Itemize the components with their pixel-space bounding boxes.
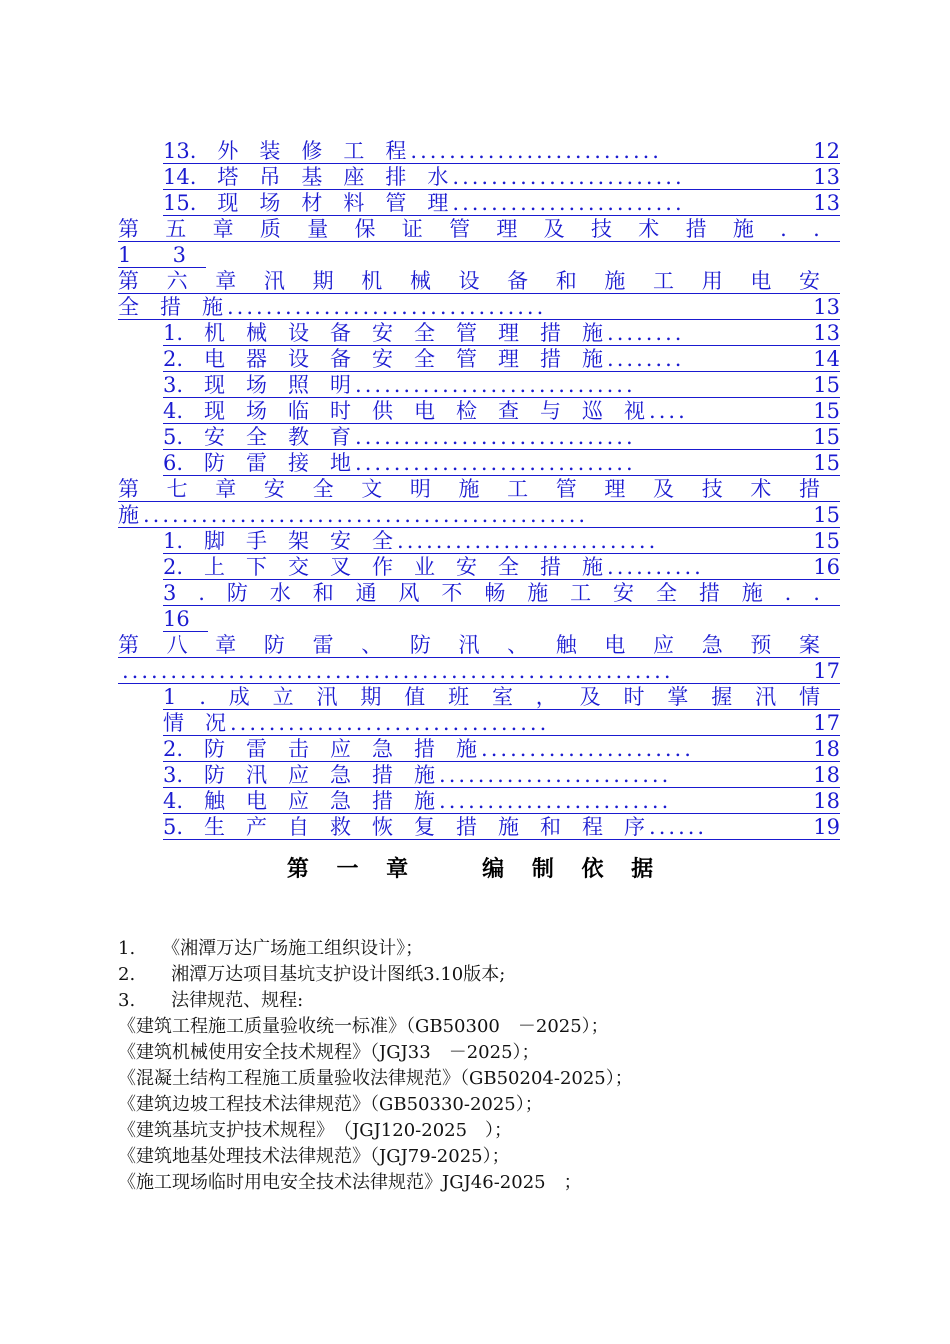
toc-entry[interactable] bbox=[163, 710, 840, 736]
toc-entry[interactable] bbox=[163, 606, 208, 632]
toc-page-number: 15 bbox=[813, 503, 840, 527]
toc-entry[interactable] bbox=[163, 320, 840, 346]
toc-entry[interactable] bbox=[163, 164, 840, 190]
toc-entry[interactable] bbox=[163, 814, 840, 840]
toc-page-number: 15 bbox=[813, 425, 840, 449]
toc-page-number: 18 bbox=[813, 763, 840, 787]
toc-entry[interactable] bbox=[163, 346, 840, 372]
toc-leader-dots: ...................... bbox=[481, 737, 694, 761]
toc-leader-dots: ........ bbox=[607, 321, 685, 345]
toc-page-number: 18 bbox=[813, 737, 840, 761]
reference-item: 《建筑机械使用安全技术规程》（JGJ33 －2025）； bbox=[118, 1042, 540, 1063]
reference-item: 《建筑地基处理技术法律规范》（JGJ79-2025）； bbox=[118, 1146, 510, 1167]
toc-entry[interactable] bbox=[118, 658, 840, 684]
toc-entry[interactable] bbox=[118, 268, 840, 294]
toc-page-number: 13 bbox=[813, 191, 840, 215]
toc-leader-dots: ......................................................... bbox=[122, 659, 674, 683]
toc-entry[interactable] bbox=[163, 190, 840, 216]
toc-entry-title: 2. 电 器 设 备 安 全 管 理 措 施 bbox=[163, 347, 604, 371]
toc-page-number: 13 bbox=[813, 165, 840, 189]
toc-leader-dots: .... bbox=[649, 399, 688, 423]
toc-entry[interactable] bbox=[163, 554, 840, 580]
toc-entry-title: 4. 现 场 临 时 供 电 检 查 与 巡 视 bbox=[163, 399, 646, 423]
toc-entry[interactable] bbox=[163, 788, 840, 814]
toc-leader-dots: ................................. bbox=[230, 711, 550, 735]
reference-item: 3. 法律规范、规程: bbox=[118, 990, 304, 1011]
toc-page-number: 15 bbox=[813, 373, 840, 397]
toc-entry-title: 14. 塔 吊 基 座 排 水 bbox=[163, 165, 449, 189]
toc-leader-dots: .............................................. bbox=[143, 503, 589, 527]
chapter-heading: 第 一 章 编 制 依 据 bbox=[286, 857, 664, 882]
toc-leader-dots: .......................... bbox=[410, 139, 662, 163]
toc-entry-title: 第 五 章 质 量 保 证 管 理 及 技 术 措 施 . . bbox=[118, 217, 820, 241]
toc-leader-dots: ............................. bbox=[355, 425, 636, 449]
toc-entry-title: 6. 防 雷 接 地 bbox=[163, 451, 352, 475]
toc-entry[interactable] bbox=[163, 450, 840, 476]
toc-entry-title: 3 . 防 水 和 通 风 不 畅 施 工 安 全 措 施 . . bbox=[163, 581, 820, 605]
toc-page-number: 15 bbox=[813, 529, 840, 553]
toc-leader-dots: ............................. bbox=[355, 373, 636, 397]
toc-entry[interactable] bbox=[163, 398, 840, 424]
toc-entry-title: 2. 防 雷 击 应 急 措 施 bbox=[163, 737, 478, 761]
toc-page-number: 18 bbox=[813, 789, 840, 813]
reference-item: 《混凝土结构工程施工质量验收法律规范》（GB50204-2025）； bbox=[118, 1068, 633, 1089]
toc-entry-title: 1 6 bbox=[163, 607, 190, 631]
toc-entry-title: 第 八 章 防 雷 、 防 汛 、 触 电 应 急 预 案 bbox=[118, 633, 820, 657]
toc-page-number: 13 bbox=[813, 295, 840, 319]
toc-entry-title: 第 七 章 安 全 文 明 施 工 管 理 及 技 术 措 bbox=[118, 477, 820, 501]
toc-entry[interactable] bbox=[163, 424, 840, 450]
toc-page-number: 12 bbox=[813, 139, 840, 163]
toc-leader-dots: ........................... bbox=[397, 529, 659, 553]
toc-page-number: 16 bbox=[813, 555, 840, 579]
toc-entry-title: 全 措 施 bbox=[118, 295, 223, 319]
toc-entry-title: 2. 上 下 交 叉 作 业 安 全 措 施 bbox=[163, 555, 604, 579]
toc-entry[interactable] bbox=[118, 242, 206, 268]
toc-entry-title: 15. 现 场 材 料 管 理 bbox=[163, 191, 449, 215]
reference-item: 2. 湘潭万达项目基坑支护设计图纸3.10版本; bbox=[118, 964, 506, 985]
toc-entry-title: 5. 安 全 教 育 bbox=[163, 425, 352, 449]
toc-entry-title: 1 . 成 立 汛 期 值 班 室 ， 及 时 掌 握 汛 情 bbox=[163, 685, 820, 709]
toc-entry-title: 3. 现 场 照 明 bbox=[163, 373, 352, 397]
toc-page-number: 19 bbox=[813, 815, 840, 839]
toc-page-number: 15 bbox=[813, 451, 840, 475]
toc-page-number: 17 bbox=[813, 711, 840, 735]
toc-entry[interactable] bbox=[118, 294, 840, 320]
toc-page-number: 15 bbox=[813, 399, 840, 423]
toc-entry-title: 4. 触 电 应 急 措 施 bbox=[163, 789, 436, 813]
reference-item: 《建筑基坑支护技术规程》 （JGJ120-2025 ）； bbox=[118, 1120, 513, 1141]
toc-leader-dots: ........................ bbox=[439, 789, 672, 813]
toc-entry-title: 3. 防 汛 应 急 措 施 bbox=[163, 763, 436, 787]
reference-item: 《建筑工程施工质量验收统一标准》（GB50300 －2025）； bbox=[118, 1016, 609, 1037]
references-list bbox=[118, 936, 633, 1196]
toc-entry[interactable] bbox=[163, 684, 840, 710]
toc-leader-dots: .......... bbox=[607, 555, 704, 579]
toc-entry[interactable] bbox=[163, 736, 840, 762]
toc-entry-title: 1. 机 械 设 备 安 全 管 理 措 施 bbox=[163, 321, 604, 345]
toc-page-number: 14 bbox=[813, 347, 840, 371]
toc-entry[interactable] bbox=[118, 502, 840, 528]
toc-entry[interactable] bbox=[163, 580, 840, 606]
toc-leader-dots: ........................ bbox=[452, 165, 685, 189]
toc-entry[interactable] bbox=[163, 528, 840, 554]
toc-entry-title: 5. 生 产 自 救 恢 复 措 施 和 程 序 bbox=[163, 815, 646, 839]
toc-entry[interactable] bbox=[118, 216, 840, 242]
toc-leader-dots: ................................. bbox=[227, 295, 547, 319]
toc-entry-title: 1 3 bbox=[118, 243, 186, 267]
reference-item: 1. 《湘潭万达广场施工组织设计》； bbox=[118, 938, 424, 959]
reference-item: 《施工现场临时用电安全技术法律规范》JGJ46-2025 ； bbox=[118, 1172, 582, 1193]
toc-entry-title: 13. 外 装 修 工 程 bbox=[163, 139, 407, 163]
toc-entry[interactable] bbox=[163, 372, 840, 398]
toc-entry[interactable] bbox=[163, 138, 840, 164]
toc-entry-title: 情 况 bbox=[163, 711, 226, 735]
toc-entry-title: 1. 脚 手 架 安 全 bbox=[163, 529, 394, 553]
reference-item: 《建筑边坡工程技术法律规范》（GB50330-2025）； bbox=[118, 1094, 543, 1115]
toc-entry-title: 第 六 章 汛 期 机 械 设 备 和 施 工 用 电 安 bbox=[118, 269, 820, 293]
toc-leader-dots: ............................. bbox=[355, 451, 636, 475]
toc-entry[interactable] bbox=[163, 762, 840, 788]
toc-page-number: 13 bbox=[813, 321, 840, 345]
toc-entry[interactable] bbox=[118, 632, 840, 658]
toc-page-number: 17 bbox=[813, 659, 840, 683]
toc-leader-dots: ........................ bbox=[439, 763, 672, 787]
toc-leader-dots: ........ bbox=[607, 347, 685, 371]
toc-leader-dots: ........................ bbox=[452, 191, 685, 215]
toc-entry[interactable] bbox=[118, 476, 840, 502]
toc-entry-title: 施 bbox=[118, 503, 139, 527]
toc-leader-dots: ...... bbox=[649, 815, 708, 839]
